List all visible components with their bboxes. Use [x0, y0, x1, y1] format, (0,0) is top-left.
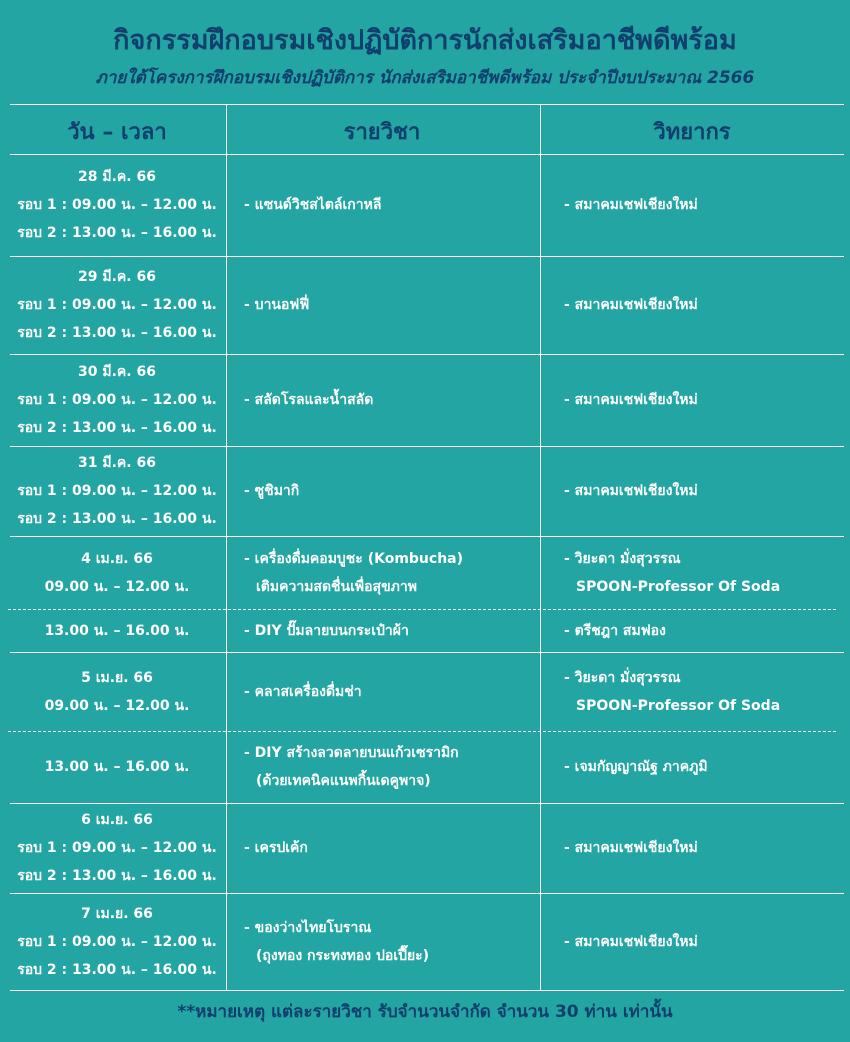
datetime-line: รอบ 2 : 13.00 น. – 16.00 น.	[17, 961, 217, 978]
lecturer-line: - สมาคมเชฟเชียงใหม่	[564, 297, 698, 313]
subject-cell	[244, 739, 534, 795]
datetime-line: รอบ 2 : 13.00 น. – 16.00 น.	[17, 511, 217, 527]
lecturer-line: - สมาคมเชฟเชียงใหม่	[564, 197, 698, 213]
datetime-line: 13.00 น. – 16.00 น.	[44, 759, 190, 775]
datetime-line: รอบ 1 : 09.00 น. – 12.00 น.	[17, 933, 217, 950]
datetime-line: รอบ 1 : 09.00 น. – 12.00 น.	[17, 392, 217, 408]
column-header-datetime: วัน – เวลา	[67, 120, 167, 145]
subject-line: - เครปเค้ก	[244, 840, 308, 856]
subject-cell	[244, 386, 534, 414]
datetime-cell	[10, 806, 224, 890]
datetime-line: รอบ 2 : 13.00 น. – 16.00 น.	[17, 868, 217, 884]
column-divider	[226, 104, 227, 990]
lecturer-line: SPOON-Professor Of Soda	[576, 697, 781, 714]
datetime-line: 6 เม.ย. 66	[81, 812, 153, 828]
lecturer-cell	[564, 291, 834, 319]
subject-cell	[244, 678, 534, 706]
footnote: **หมายเหตุ แต่ละรายวิชา รับจำนวนจำกัด จำนวน 30 ท่าน เท่านั้น	[177, 1002, 673, 1022]
lecturer-line: - สมาคมเชฟเชียงใหม่	[564, 392, 698, 408]
subject-cell	[244, 191, 534, 219]
datetime-cell	[10, 263, 224, 347]
row-divider	[10, 990, 844, 991]
lecturer-cell	[564, 617, 834, 645]
datetime-cell	[10, 545, 224, 601]
datetime-cell	[10, 900, 224, 984]
subject-line: เติมความสดชื่นเพื่อสุขภาพ	[256, 578, 417, 595]
lecturer-cell	[564, 928, 834, 956]
lecturer-line: - วิยะดา มั่งสุวรรณ	[564, 669, 681, 686]
datetime-line: 29 มี.ค. 66	[78, 269, 156, 285]
datetime-cell	[10, 617, 224, 645]
column-header-subject: รายวิชา	[343, 120, 421, 145]
subject-line: - DIY ปั๊มลายบนกระเป๋าผ้า	[244, 622, 409, 639]
row-divider	[10, 446, 844, 447]
datetime-line: รอบ 1 : 09.00 น. – 12.00 น.	[17, 483, 217, 499]
row-divider	[10, 536, 844, 537]
subject-line: - บานอฟฟี่	[244, 297, 310, 313]
subject-line: - คลาสเครื่องดื่มช่า	[244, 683, 362, 700]
lecturer-cell	[564, 477, 834, 505]
datetime-line: 13.00 น. – 16.00 น.	[44, 622, 190, 639]
subject-cell	[244, 291, 534, 319]
lecturer-line: SPOON-Professor Of Soda	[576, 578, 781, 595]
column-divider	[540, 104, 541, 990]
dashed-row-divider	[8, 609, 836, 610]
subject-line: - สลัดโรลและน้ำสลัด	[244, 392, 374, 408]
datetime-line: 30 มี.ค. 66	[78, 364, 156, 380]
lecturer-cell	[564, 191, 834, 219]
datetime-line: รอบ 1 : 09.00 น. – 12.00 น.	[17, 197, 217, 213]
datetime-line: 28 มี.ค. 66	[78, 169, 156, 185]
datetime-cell	[10, 664, 224, 720]
datetime-line: 09.00 น. – 12.00 น.	[44, 578, 190, 595]
lecturer-line: - สมาคมเชฟเชียงใหม่	[564, 483, 698, 499]
datetime-cell	[10, 753, 224, 781]
datetime-cell	[10, 163, 224, 247]
subject-cell	[244, 914, 534, 970]
lecturer-line: - สมาคมเชฟเชียงใหม่	[564, 840, 698, 856]
lecturer-cell	[564, 834, 834, 862]
lecturer-cell	[564, 386, 834, 414]
dashed-row-divider	[8, 731, 836, 732]
page-title: กิจกรรมฝึกอบรมเชิงปฏิบัติการนักส่งเสริมอาชีพดีพร้อม	[113, 25, 737, 56]
page-subtitle: ภายใต้โครงการฝึกอบรมเชิงปฏิบัติการ นักส่งเสริมอาชีพดีพร้อม ประจำปีงบประมาณ 2566	[95, 68, 755, 88]
datetime-line: 31 มี.ค. 66	[78, 455, 156, 471]
row-divider	[10, 803, 844, 804]
datetime-cell	[10, 358, 224, 442]
subject-line: - DIY สร้างลวดลายบนแก้วเซรามิก	[244, 745, 459, 761]
row-divider	[10, 154, 844, 155]
datetime-line: รอบ 2 : 13.00 น. – 16.00 น.	[17, 325, 217, 341]
table-top-border	[10, 104, 844, 105]
datetime-line: 7 เม.ย. 66	[81, 905, 153, 922]
datetime-line: รอบ 2 : 13.00 น. – 16.00 น.	[17, 225, 217, 241]
row-divider	[10, 893, 844, 894]
lecturer-line: - วิยะดา มั่งสุวรรณ	[564, 550, 681, 567]
subject-line: - ซูชิมากิ	[244, 483, 300, 499]
datetime-line: 4 เม.ย. 66	[81, 550, 153, 567]
row-divider	[10, 652, 844, 653]
datetime-line: รอบ 1 : 09.00 น. – 12.00 น.	[17, 297, 217, 313]
datetime-line: 09.00 น. – 12.00 น.	[44, 697, 190, 714]
subject-cell	[244, 617, 534, 645]
row-divider	[10, 256, 844, 257]
subject-line: - เครื่องดื่มคอมบูชะ (Kombucha)	[244, 550, 464, 567]
datetime-line: รอบ 2 : 13.00 น. – 16.00 น.	[17, 420, 217, 436]
subject-line: (ด้วยเทคนิคแนพกิ้นเดคูพาจ)	[256, 773, 431, 789]
row-divider	[10, 354, 844, 355]
subject-cell	[244, 834, 534, 862]
subject-line: (ถุงทอง กระทงทอง ปอเปี๊ยะ)	[256, 947, 430, 964]
datetime-line: 5 เม.ย. 66	[81, 669, 153, 686]
datetime-line: รอบ 1 : 09.00 น. – 12.00 น.	[17, 840, 217, 856]
lecturer-line: - เจมกัญญาณัฐ ภาคภูมิ	[564, 759, 708, 775]
lecturer-line: - ตรีชฎา สมฟอง	[564, 622, 666, 639]
subject-line: - ของว่างไทยโบราณ	[244, 919, 372, 936]
lecturer-cell	[564, 664, 834, 720]
subject-cell	[244, 477, 534, 505]
lecturer-line: - สมาคมเชฟเชียงใหม่	[564, 933, 698, 950]
lecturer-cell	[564, 545, 834, 601]
lecturer-cell	[564, 753, 834, 781]
subject-line: - แซนด์วิชสไตล์เกาหลี	[244, 197, 382, 213]
subject-cell	[244, 545, 534, 601]
column-header-lecturer: วิทยากร	[653, 120, 731, 145]
datetime-cell	[10, 449, 224, 533]
